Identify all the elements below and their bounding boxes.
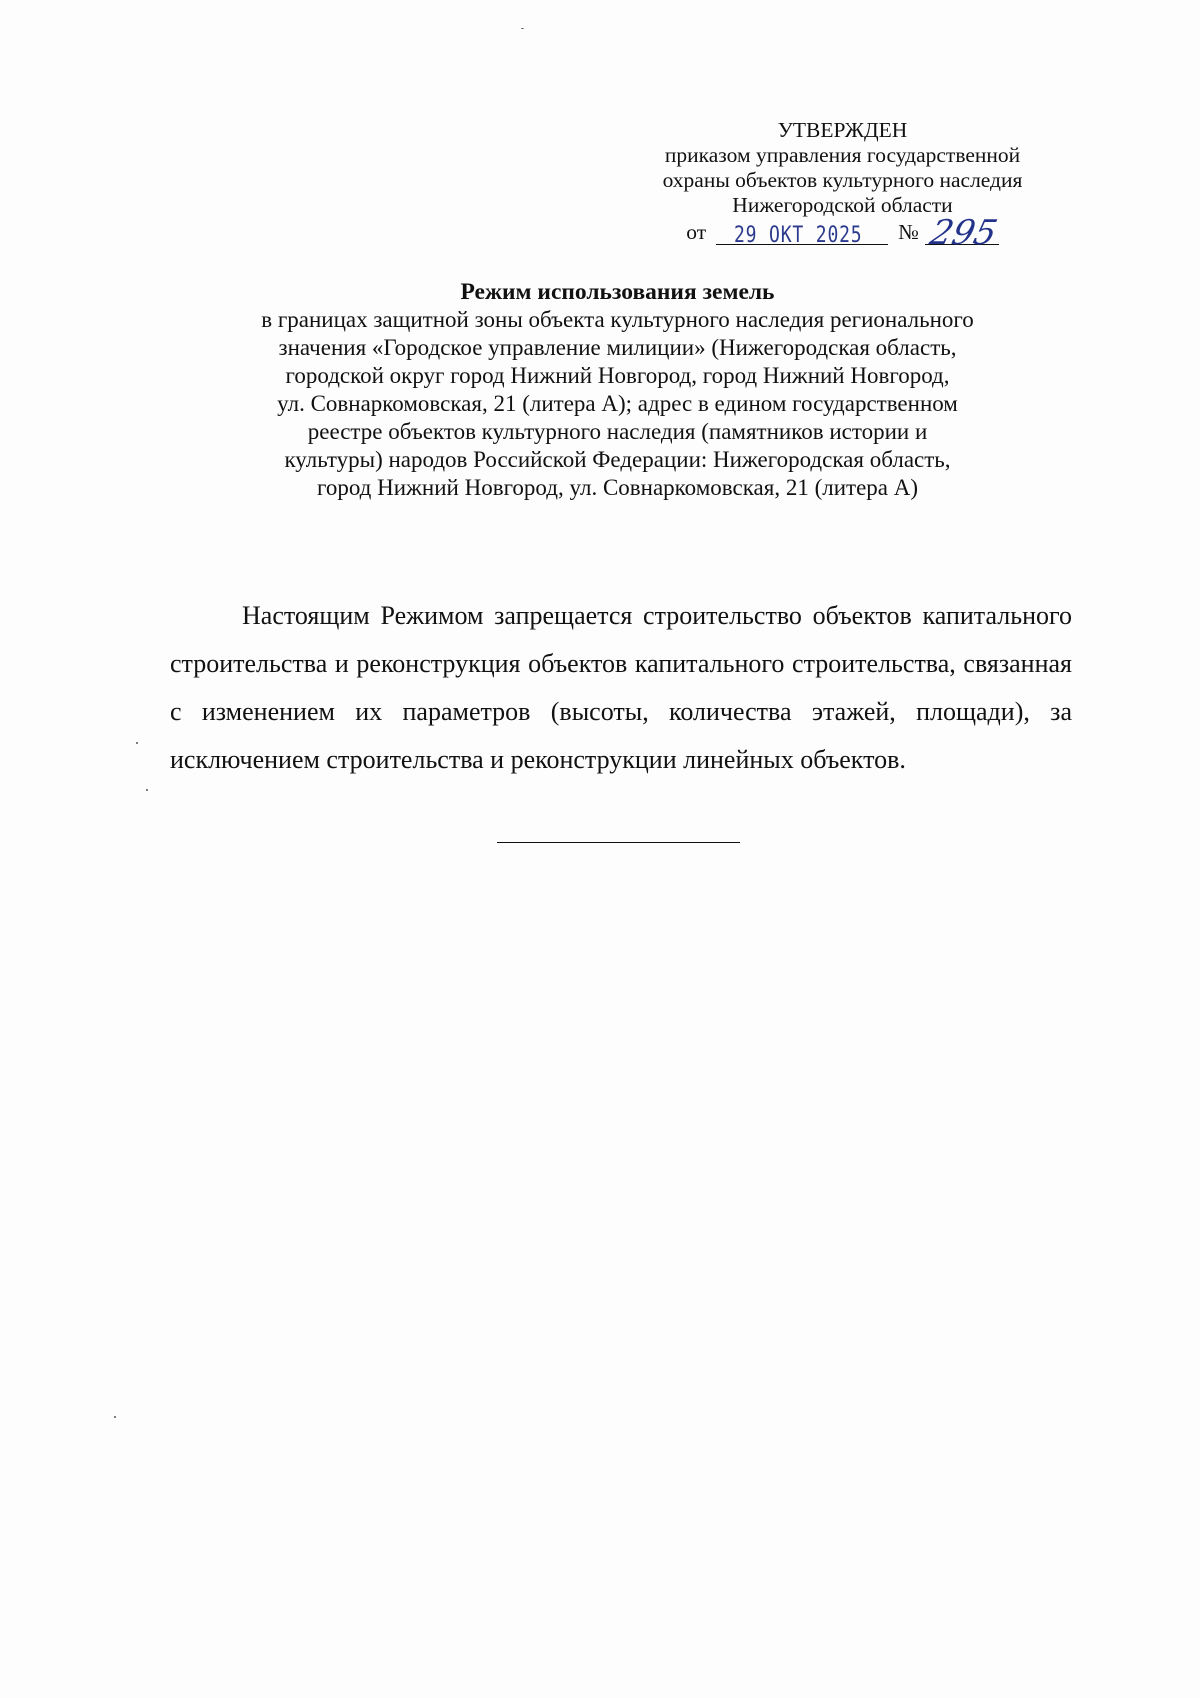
subtitle-line: город Нижний Новгород, ул. Совнаркомовская, 21 (литера А) <box>316 475 919 500</box>
date-stamp: 29 ОКТ 2025 <box>734 223 863 248</box>
number-label: № <box>898 220 919 244</box>
approval-line-3: Нижегородской области <box>732 193 953 217</box>
document-title: Режим использования земель <box>460 279 775 305</box>
scan-speck <box>136 742 138 744</box>
subtitle-line: ул. Совнаркомовская, 21 (литера А); адрес в едином государственном <box>277 391 958 416</box>
end-rule <box>497 842 740 843</box>
document-heading <box>150 278 1085 502</box>
scan-speck <box>521 28 524 29</box>
approval-status: УТВЕРЖДЕН <box>777 118 908 142</box>
scan-speck <box>114 1416 116 1418</box>
body-paragraph: Настоящим Режимом запрещается строительство объектов капитального строительства и реконструкция объектов капитального строительства, связанная с изменением их параметров (высоты, количества этажей, площади), за исключением строительства и реконструкции линейных объектов. <box>170 601 1072 774</box>
date-field <box>716 220 888 248</box>
subtitle-line: в границах защитной зоны объекта культурного наследия регионального <box>261 307 974 332</box>
approval-line-1: приказом управления государственной <box>664 143 1021 167</box>
subtitle-line: значения «Городское управление милиции» (Нижегородская область, <box>278 335 957 360</box>
from-label: от <box>686 220 707 244</box>
subtitle-line: реестре объектов культурного наследия (памятников истории и <box>307 419 928 444</box>
approval-block <box>630 118 1055 253</box>
number-field <box>925 213 1001 253</box>
subtitle-line: городской округ город Нижний Новгород, город Нижний Новгород, <box>285 363 950 388</box>
scan-speck <box>146 789 148 791</box>
approval-line-2: охраны объектов культурного наследия <box>662 168 1023 192</box>
order-line <box>630 213 1055 253</box>
subtitle-line: культуры) народов Российской Федерации: Нижегородская область, <box>284 447 951 472</box>
handwritten-number: 295 <box>925 213 1001 253</box>
